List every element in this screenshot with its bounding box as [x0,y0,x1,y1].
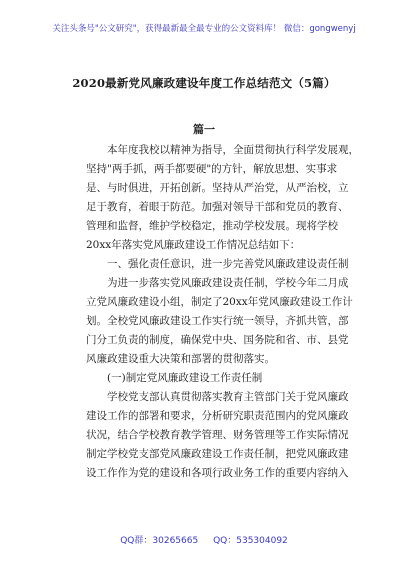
body-text [86,141,359,483]
paragraph-line: 建设工作的部署和要求，分析研究职责范围内的党风廉政 [86,410,349,422]
paragraph-line: 是、与时俱进，开拓创新。坚持从严治党，从严治校，立 [86,182,349,194]
paragraph-line: 风廉政建设重大决策和部署的贯彻落实。 [86,353,275,365]
paragraph-line: 划。全校党风廉政建设工作实行统一领导，齐抓共管，部 [86,315,349,327]
subheading-line: 一、强化责任意识，进一步完善党风廉政建设责任制 [107,258,349,270]
paragraph-line: 状况，结合学校教育教学管理、财务管理等工作实际情况 [86,429,349,441]
subheading-line: (一)制定党风廉政建设工作责任制 [107,372,263,384]
paragraph-line: 立党风廉政建设小组，制定了20xx年党风廉政建设工作计 [86,296,353,308]
document-title: 2020最新党风廉政建设年度工作总结范文（5篇） [72,76,336,90]
paragraph-line: 管理和监督，维护学校稳定，推动学校发展。现将学校 [86,220,338,232]
paragraph-line: 设工作作为党的建设和各项行政业务工作的重要内容纳入 [86,467,349,479]
footer-contact [0,533,408,546]
paragraph-line: 20xx年落实党风廉政建设工作情况总结如下： [86,239,301,251]
paragraph-line: 门分工负责的制度，确保党中央、国务院和省、市、县党 [86,334,349,346]
paragraph-line: 学校党支部认真贯彻落实教育主管部门关于党风廉政 [107,391,349,403]
qq-number-text: QQ：535304092 [213,536,288,546]
section-heading: 篇一 [193,123,215,136]
qq-group-text: QQ群：30265665 [120,536,199,546]
paragraph-line: 足于教育，着眼于防范。加强对领导干部和党员的教育、 [86,201,349,213]
header-banner: 关注头条号"公文研究"，获得最新最全最专业的公文资料库！ 微信：gongwenyj [52,24,356,34]
paragraph-line: 制定学校党支部党风廉政建设工作责任制，把党风廉政建 [86,448,349,460]
paragraph-line: 本年度我校以精神为指导，全面贯彻执行科学发展观， [107,144,359,156]
paragraph-line: 为进一步落实党风廉政建设责任制，学校今年二月成 [107,277,349,289]
paragraph-line: 坚持"两手抓，两手都要硬"的方针，解放思想、实事求 [86,163,338,175]
